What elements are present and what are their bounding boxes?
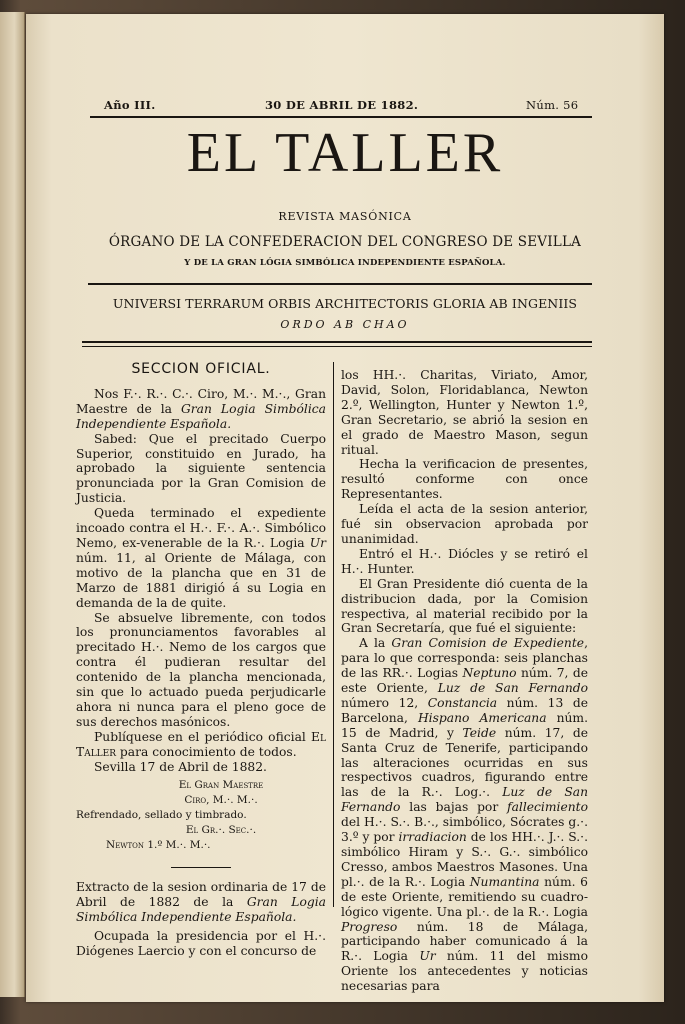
previous-page-edge [0,12,25,997]
publication-subtitle: REVISTA MASÓNICA [278,210,412,223]
header-rule [90,116,592,118]
organ-subline: Y DE LA GRAN LÓGIA SIMBÓLICA INDEPENDIENTE ESPAÑOLA. [184,258,506,268]
session-extract-heading: Extracto de la sesion ordinaria de 17 de Abril de 1882 de la Gran Logia Simbólica Independiente Española. [76,880,326,924]
paragraph: Sabed: Que el precitado Cuerpo Superior, constituido en Jurado, ha aprobado la siguiente sentencia pronunciada por la Gran Comision de Justicia. [76,431,326,506]
motto-ordo: ORDO AB CHAO [280,318,410,331]
masthead-rule-bottom-2 [82,346,592,347]
paragraph: El Gran Presidente dió cuenta de la distribucion dada, por la Comision respectiva, al material recibido por la Gran Secretaría, que fué el siguiente: [341,576,588,636]
section-title: SECCION OFICIAL. [131,361,271,377]
issue-number: Núm. 56 [526,98,579,112]
section-separator [171,867,231,868]
date-line: Sevilla 17 de Abril de 1882. [94,759,267,774]
paragraph: Publíquese en el periódico oficial El Taller para conocimiento de todos. [76,729,326,759]
column-divider [333,362,334,907]
paragraph: los HH.·. Charitas, Viriato, Amor, David, Solon, Floridablanca, Newton 2.º, Wellington, Hunter y Newton 1.º, Gran Secretario, se abrió la sesion en el grado de Maestro Mason, segun ritual. [341,368,588,457]
masthead-rule-top [88,283,592,285]
left-column [76,362,326,959]
paragraph: Entró el H.·. Diócles y se retiró el H.·. Hunter. [341,546,588,576]
signature-name: Ciro, M.·. M.·. [184,794,258,807]
right-column [341,368,588,994]
paragraph: Queda terminado el expediente incoado contra el H.·. F.·. A.·. Simbólico Nemo, ex-venerable de la R.·. Logia Ur núm. 11, al Oriente de Málaga, con motivo de la plancha que en 31 de Marzo de 1881 dirigió á su Logia en demanda de la de quite. [76,506,326,610]
paragraph: Hecha la verificacion de presentes, resultó conforme con once Representantes. [341,457,588,502]
decree-intro: Nos F.·. R.·. C.·. Ciro, M.·. M.·., Gran Maestre de la Gran Logia Simbólica Independiente Española. [76,386,326,431]
secretary-title: El Gr.·. Sec.·. [185,824,257,837]
signature-title: El Gran Maestre [178,779,264,792]
paragraph: Ocupada la presidencia por el H.·. Diógenes Laercio y con el concurso de [76,928,326,958]
publication-title: EL TALLER [186,122,504,184]
paragraph: Leída el acta de la sesion anterior, fué sin observacion aprobada por unanimidad. [341,502,588,546]
paragraph: Se absuelve libremente, con todos los pronunciamentos favorables al precitado H.·. Nemo de los cargos que contra él pudieran resultar del contenido de la plancha mencionada, sin que lo actuado pueda perjudicarle ahora ni nunca para el pleno goce de sus derechos masónicos. [76,610,326,729]
motto-line: UNIVERSI TERRARUM ORBIS ARCHITECTORIS GLORIA AB INGENIIS [112,296,578,311]
issue-date: 30 DE ABRIL DE 1882. [265,98,419,112]
paragraph: A la Gran Comision de Expediente, para lo que corresponda: seis planchas de las RR.·. Logias Neptuno núm. 7, de este Oriente, Luz de San Fernando número 12, Constancia núm. 13 de Barcelona, Hispano Americana núm. 15 de Madrid, y Teide núm. 17, de Santa Cruz de Tenerife, participando las alteraciones ocurridas en sus respectivos cuadros, figurando entre las de la R.·. Log.·. Luz de San Fernando las bajas por fallecimiento del H.·. S.·. B.·., simbólico, Sócrates g.·. 3.º y por irradiacion de los HH.·. J.·. S.·. simbólico Hiram y S.·. G.·. simbólico Cresso, ambos Maestros Masones. Una pl.·. de la R.·. Logia Numantina núm. 6 de este Oriente, remitiendo su cuadro-lógico vigente. Una pl.·. de la R.·. Logia Progreso núm. 18 de Málaga, participando haber comunicado á la R.·. Logia Ur núm. 11 del mismo Oriente los antecedentes y noticias necesarias para [341,636,589,994]
signature-note: Refrendado, sellado y timbrado. [76,809,247,822]
issue-year: Año III. [104,98,156,112]
masthead-rule-bottom-1 [82,341,592,343]
organ-line: ÓRGANO DE LA CONFEDERACION DEL CONGRESO DE SEVILLA [108,234,582,250]
secretary-name: Newton 1.º M.·. M.·. [106,839,211,852]
